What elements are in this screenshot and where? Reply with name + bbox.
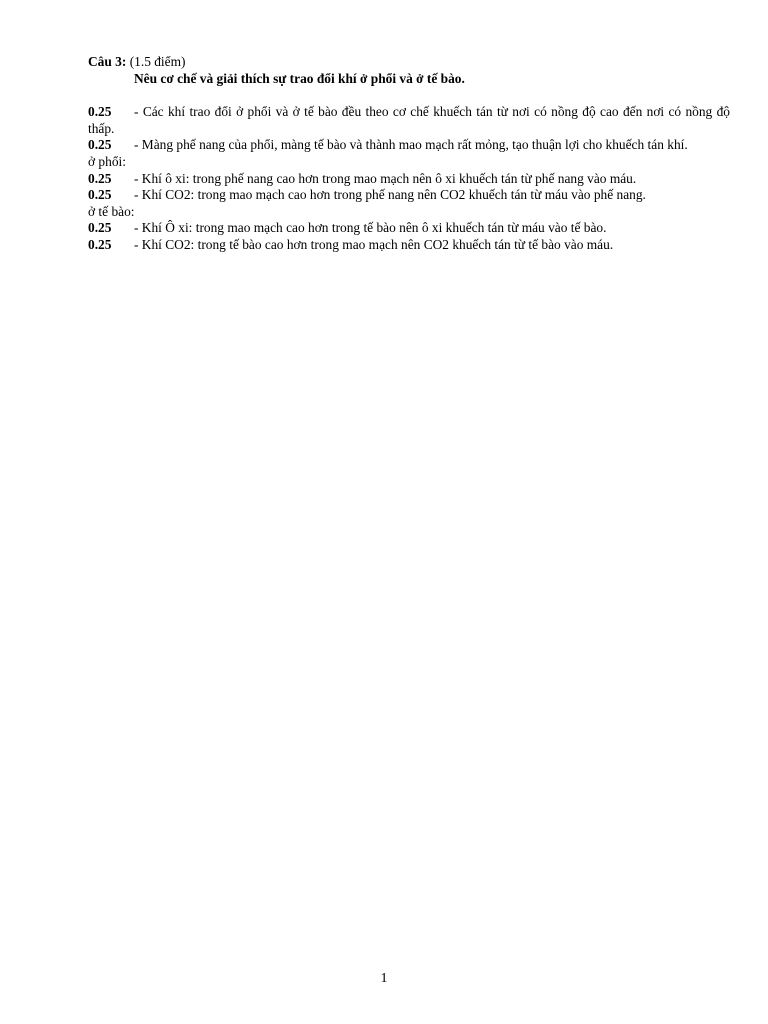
section-heading-cells: ở tế bào: — [88, 203, 135, 219]
answer-score: 0.25 — [88, 187, 112, 203]
page-number: 1 — [380, 971, 388, 986]
answer-row — [88, 187, 730, 204]
answer-row — [88, 237, 730, 254]
answer-text: - Khí CO2: trong mao mạch cao hơn trong phế nang nên CO2 khuếch tán từ máu vào phế nang. — [134, 187, 646, 203]
answer-text: - Khí Ô xi: trong mao mạch cao hơn trong tế bào nên ô xi khuếch tán từ máu vào tế bào. — [134, 220, 607, 236]
document-page — [88, 54, 730, 254]
answer-row — [88, 220, 730, 237]
question-points: (1.5 điểm) — [129, 54, 186, 69]
section-heading-lungs: ở phổi: — [88, 153, 126, 169]
question-prompt: Nêu cơ chế và giải thích sự trao đổi khí ở phổi và ở tế bào. — [134, 70, 465, 86]
answer-text: - Các khí trao đổi ở phổi và ở tế bào đều theo cơ chế khuếch tán từ nơi có nồng độ cao đến nơi có nồng độ thấp. — [88, 104, 730, 136]
answer-score: 0.25 — [88, 236, 112, 252]
answer-row — [88, 171, 730, 188]
answer-row — [88, 104, 730, 137]
answer-score: 0.25 — [88, 220, 112, 236]
answer-text: - Khí ô xi: trong phế nang cao hơn trong mao mạch nên ô xi khuếch tán từ phế nang vào máu. — [134, 170, 637, 186]
answer-score: 0.25 — [88, 104, 112, 120]
answer-row — [88, 137, 730, 154]
answer-text: - Màng phế nang của phổi, màng tế bào và thành mao mạch rất mỏng, tạo thuận lợi cho khuếch tán khí. — [134, 137, 688, 153]
answer-text: - Khí CO2: trong tế bào cao hơn trong mao mạch nên CO2 khuếch tán từ tế bào vào máu. — [134, 236, 614, 252]
question-label: Câu 3: — [88, 54, 127, 69]
answer-score: 0.25 — [88, 170, 112, 186]
question-header — [88, 54, 730, 71]
spacer — [88, 87, 730, 104]
answer-score: 0.25 — [88, 137, 112, 153]
